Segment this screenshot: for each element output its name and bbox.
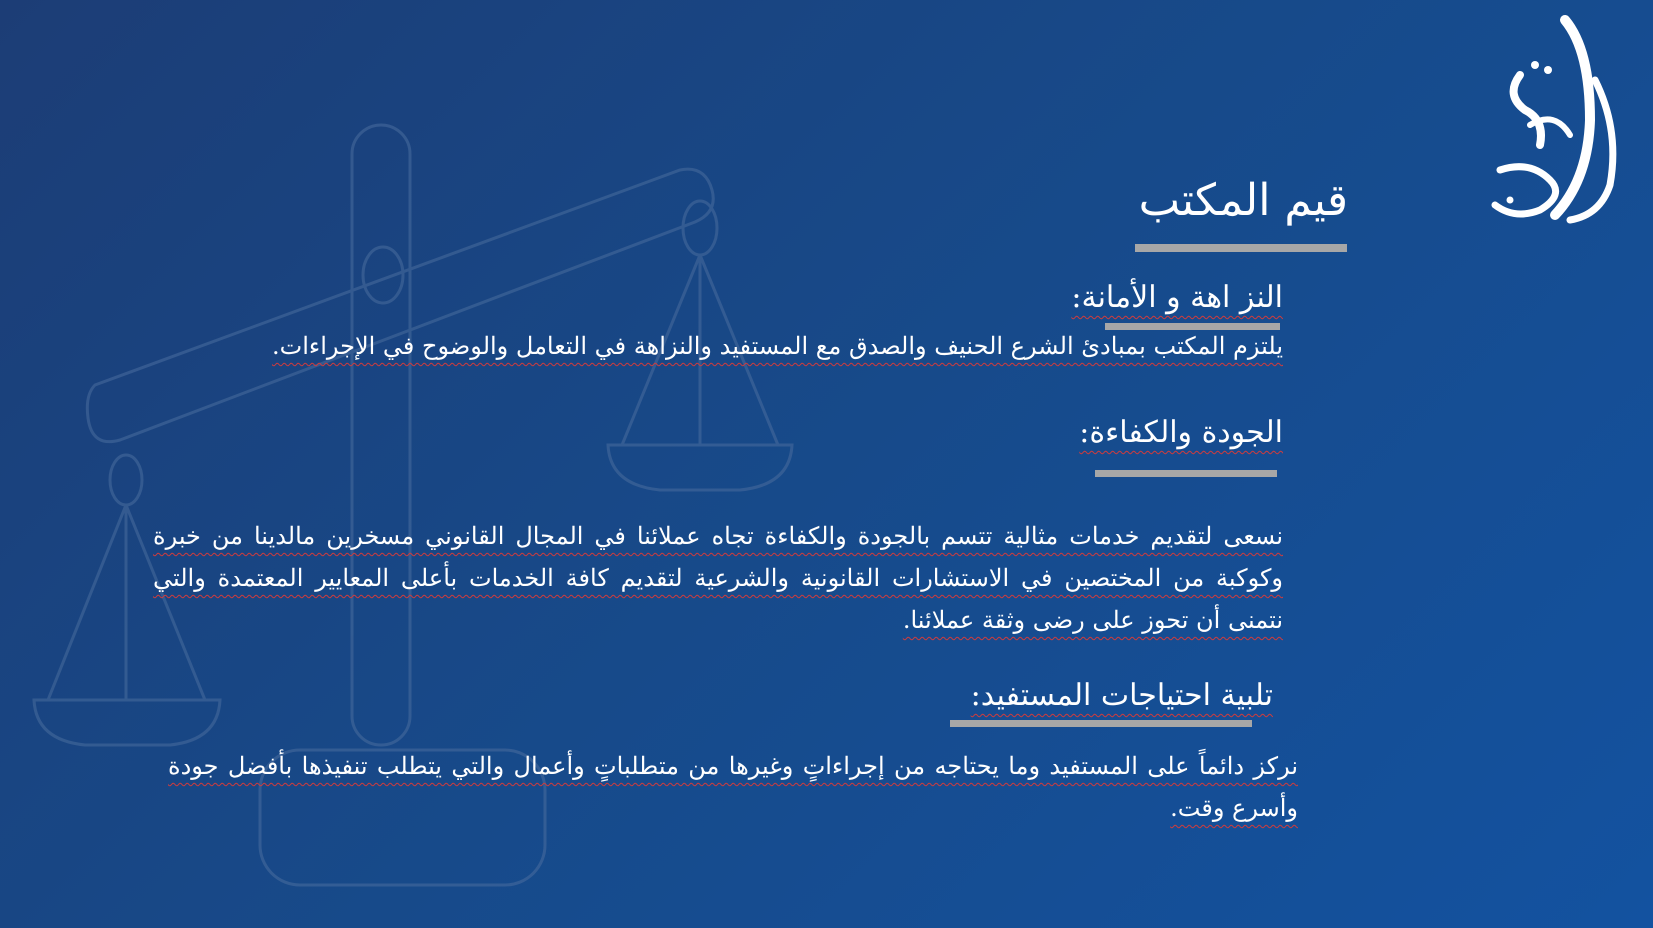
section-underline-beneficiary [950,720,1252,727]
logo [1470,10,1640,230]
section-heading-quality: الجودة والكفاءة: [1079,415,1283,450]
section-underline-quality [1095,470,1277,477]
slide-title: قيم المكتب [1138,175,1348,226]
title-underline [1135,244,1347,252]
section-body-integrity: يلتزم المكتب بمبادئ الشرع الحنيف والصدق مع المستفيد والنزاهة في التعامل والوضوح في الإجراءات. [272,332,1283,360]
calligraphy-logo-icon [1495,20,1613,220]
section-body-quality: نسعى لتقديم خدمات مثالية تتسم بالجودة والكفاءة تجاه عملائنا في المجال القانوني مسخرين مالدينا من خبرة وكوكبة من المختصين في الاستشارات القانونية والشرعية لتقديم كافة الخدمات بأعلى المعايير المعتمدة والتي نتمنى أن تحوز على رضى وثقة عملائنا. [153,522,1283,634]
section-heading-integrity: النز اهة و الأمانة: [1071,280,1283,315]
section-body-beneficiary: نركز دائماً على المستفيد وما يحتاجه من إجراءاتٍ وغيرها من متطلباتٍ وأعمال والتي يتطلب تنفيذها بأفضل جودة وأسرع وقت. [168,752,1298,822]
section-heading-beneficiary: تلبية احتياجات المستفيد: [970,678,1273,713]
